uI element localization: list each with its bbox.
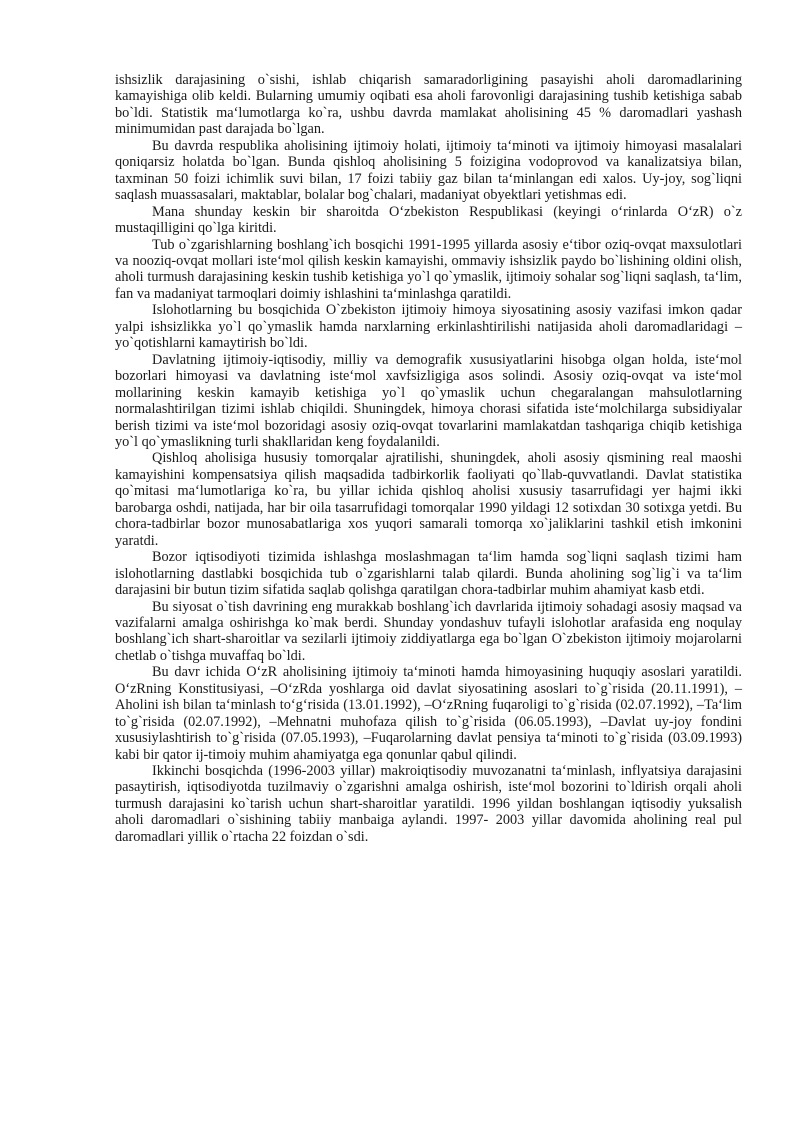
paragraph: Islohotlarning bu bosqichida O`zbekiston ijtimoiy himoya siyosatining asosiy vazifasi imkon qadar yalpi ishsizlikka yo`l qo`ymaslik hamda narxlarning erkinlashtirilishi natijasida aholi daromadlaridagi –yo`qotishlarni kamaytirish bo`ldi. — [115, 302, 742, 352]
paragraph: Davlatning ijtimoiy-iqtisodiy, milliy va demografik xususiyatlarini hisobga olgan holda, iste‘mol bozorlari himoyasi va davlatning iste‘mol xavfsizligiga asos solindi. Asosiy oziq-ovqat va iste‘mol mollarining keskin kamayib ketishiga yo`l qo`ymaslik uchun chegaralangan mahsulotlarning normalashtirilgan tizimi ishlab chiqildi. Shuningdek, himoya chorasi sifatida iste‘molchilarga subsidiyalar berish tizimi va iste‘mol bozoridagi asosiy oziq-ovqat tovarlarini mamlakatdan tashqariga chiqib ketishiga yo`l qo`ymaslikning turli shakllaridan keng foydalanildi. — [115, 351, 742, 450]
paragraph: Bu davrda respublika aholisining ijtimoiy holati, ijtimoiy ta‘minoti va ijtimoiy himoyasi masalalari qoniqarsiz holatda bo`lgan. Bunda qishloq aholisining 5 foizigina vodoprovod va kanalizatsiya bilan, taxminan 50 foizi ichimlik suvi bilan, 17 foizi tabiiy gaz bilan ta‘minlangan edi xalos. Uy-joy, sog`liqni saqlash muassasalari, maktablar, bolalar bog`chalari, madaniyat obyektlari yetishmas edi. — [115, 137, 742, 204]
paragraph: Qishloq aholisiga hususiy tomorqalar ajratilishi, shuningdek, aholi asosiy qismining real maoshi kamayishini kompensatsiya qilish maqsadida tadbirkorlik faoliyati qo`llab-quvvatlandi. Davlat statistika qo`mitasi ma‘lumotlariga ko`ra, bu yillar ichida qishloq aholisi xususiy tasarrufidagi yer hajmi ikki barobarga oshdi, natijada, har bir oila tasarrufidagi tomorqalar 1990 yildagi 12 sotixdan 30 sotixga yetdi. Bu chora-tadbirlar bozor munosabatlariga xos yuqori samarali tomorqa xo`jaliklarini tashkil etish imkonini yaratdi. — [115, 450, 742, 549]
paragraph: Mana shunday keskin bir sharoitda O‘zbekiston Respublikasi (keyingi o‘rinlarda O‘zR) o`z mustaqilligini qo`lga kiritdi. — [115, 203, 742, 237]
paragraph: Bu davr ichida O‘zR aholisining ijtimoiy ta‘minoti hamda himoyasining huquqiy asoslari yaratildi. O‘zRning Konstitusiyasi, –O‘zRda yoshlarga oid davlat siyosatining asoslari to`g`risida (20.11.1991), –Aholini ish bilan ta‘minlash to‘g‘risida (13.01.1992), –O‘zRning fuqaroligi to`g`risida (02.07.1992), –Ta‘lim to`g`risida (02.07.1992), –Mehnatni muhofaza qilish to`g`risida (06.05.1993), –Davlat uy-joy fondini xususiylashtirish to`g`risida (07.05.1993), –Fuqarolarning davlat pensiya ta‘minoti to`g`risida (03.09.1993) kabi bir qator ij-timoiy muhim ahamiyatga ega qonunlar qabul qilindi. — [115, 664, 742, 763]
paragraph: Tub o`zgarishlarning boshlang`ich bosqichi 1991-1995 yillarda asosiy e‘tibor oziq-ovqat maxsulotlari va nooziq-ovqat mollari iste‘mol qilish keskin kamayishi, ommaviy ishsizlik paydo bo`lishining oldini olish, aholi turmush darajasining keskin tushib ketishiga yo`l qo`ymaslik, ijtimoiy sohalar sog`liqni saqlash, ta‘lim, fan va madaniyat tarmoqlari doimiy ishlashini ta‘minlashga qaratildi. — [115, 236, 742, 302]
document-body — [115, 72, 742, 845]
paragraph-continuation: ishsizlik darajasining o`sishi, ishlab chiqarish samaradorligining pasayishi aholi daromadlarining kamayishiga olib keldi. Bularning umumiy oqibati esa aholi farovonligi darajasining tushib ketishiga sabab bo`ldi. Statistik ma‘lumotlarga ko`ra, ushbu davrda mamlakat aholisining 45 % daromadlari yashash minimumidan past darajada bo`lgan. — [115, 72, 742, 138]
paragraph: Bu siyosat o`tish davrining eng murakkab boshlang`ich davrlarida ijtimoiy sohadagi asosiy maqsad va vazifalarni amalga oshirishga ko`mak berdi. Shunday yondashuv tufayli islohotlar arafasida eng noqulay boshlang`ich shart-sharoitlar va sezilarli ijtimoiy ziddiyatlarga ega bo`lgan O`zbekiston ijtimoiy mojarolarni chetlab o`tishga muvaffaq bo`ldi. — [115, 598, 742, 664]
paragraph: Ikkinchi bosqichda (1996-2003 yillar) makroiqtisodiy muvozanatni ta‘minlash, inflyatsiya darajasini pasaytirish, iqtisodiyotda tuzilmaviy o`zgarishni amalga oshirish, iste‘mol bozorini to`ldirish orqali aholi turmush darajasini ko`tarish uchun shart-sharoitlar yaratildi. 1996 yildan boshlangan iqtisodiy yuksalish aholi daromadlari o`sishining tabiiy manbaiga aylandi. 1997- 2003 yillar davomida aholining real pul daromadlari yillik o`rtacha 22 foizdan o`sdi. — [115, 763, 742, 845]
paragraph: Bozor iqtisodiyoti tizimida ishlashga moslashmagan ta‘lim hamda sog`liqni saqlash tizimi ham islohotlarning dastlabki bosqichida tub o`zgarishlarni talab qilardi. Bunda aholining sog`lig`i va ta‘lim darajasini bir butun tizim sifatida saqlab qolishga qaratilgan chora-tadbirlar muhim ahamiyat kasb etdi. — [115, 549, 742, 599]
